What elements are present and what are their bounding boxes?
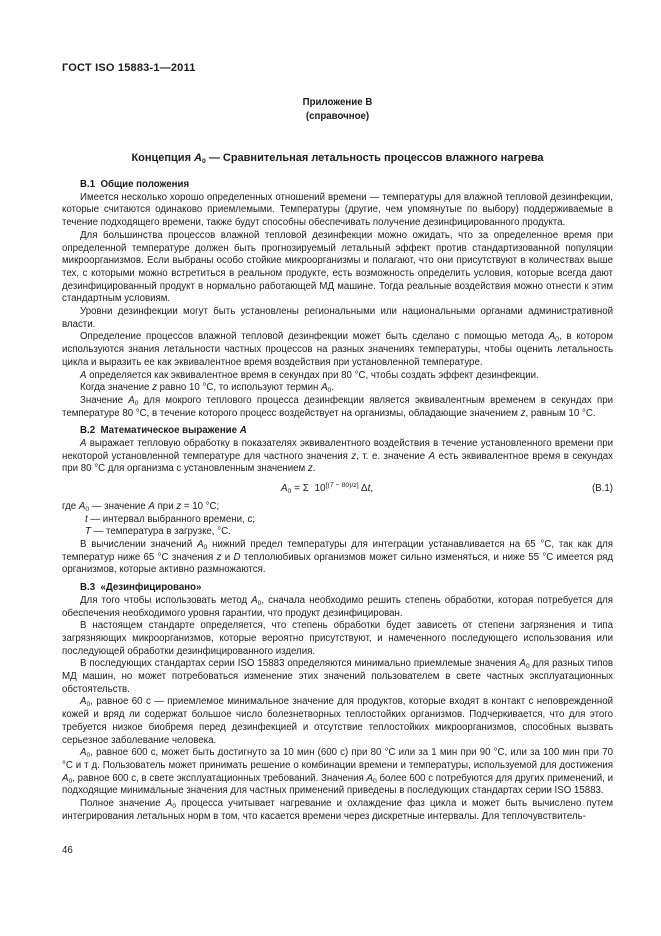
document-header: ГОСТ ISO 15883-1—2011 [62,62,196,74]
paragraph: Для того чтобы использовать метод $A_0$, сначала необходимо решить степень обработки, которая потребуется для обеспечения необходимого уровня гарантии, что продукт дезинфицирован. [62,594,613,619]
formula-row [62,483,613,496]
paragraph: Имеется несколько хорошо определенных отношений времени — температуры для влажной тепловой дезинфекции, которые считаются одинаково приемлемыми. Температуры (другие, чем упомянутые по выбору) поддерживаемые в течение подходящего времени, также будут способны обеспечивать получение дезинфицированного продукта. [62,191,613,229]
paragraph: Определение процессов влажной тепловой дезинфекции может быть сделано с помощью метода $A_0$, в котором используются знания летальности частных процессов на разных значениях температуры, чтобы оценить летальность цикла и выразить ее как эквивалентное время воздействия при установленной температуре. [62,331,613,368]
paragraph: В настоящем стандарте определяется, что степень обработки будет зависеть от степени загрязнения и типа загрязняющих микроорганизмов, которые вероятно присутствуют, и намеченного последующего использования или последующей обработки дезинфицированного изделия. [62,620,613,657]
paragraph: A выражает тепловую обработку в показателях эквивалентного воздействия в течение установленного времени при некоторой установленной температуре для частного значения z, т. е. значение A есть эквивалентное время в секундах при 80 °С для организма с установленным значением z. [62,438,614,475]
paragraph: $A_0$, равное 600 с, может быть достигнуто за 10 мин (600 с) при 80 °С или за 1 мин при 90 °С, или за 100 мин при 70 °С и т д. Пользователь может принимать решение о комбинации времени и температуры, используемой для достижения $A_0$, равное 600 с, в свете эксплуатационных требований. Значения $A_0$ более 600 с потребуются для других применений, и подходящие минимальные значения для частных применений приведены в последующих стандартах серии ISO 15883. [62,747,613,797]
paragraph: В вычислении значений $A_0$ нижний предел температуры для интеграции устанавливается на 65 °С, так как для температур ниже 65 °С значения z и D теплолюбивых организмов может сильно изменяться, и ниже 55 °С имеется ряд организмов, которые активно размножаются. [62,538,614,576]
paragraph: A определяется как эквивалентное время в секундах при 80 °С, чтобы создать эффект дезинфекции. [80,369,539,381]
page-title: Концепция $A_0$ — Сравнительная летальность процессов влажного нагрева [131,152,544,165]
definition-line: t — интервал выбранного времени, с; [85,513,255,525]
definition-line: T — температура в загрузке, °С. [85,526,231,538]
formula-number: (В.1) [592,483,613,495]
paragraph: Для большинства процессов влажной тепловой дезинфекции можно ожидать, что за определенное время при определенной температуре должен быть прогнозируемый летальный эффект против стандартизованной популяции микроорганизмов. Если выбраны особо стойкие микроорганизмы и полагают, что они присутствуют в количествах выше тех, с которыми можно встретиться в реальном продукте, есть возможность определить условия, которые всегда дают дезинфицированный продукт в нормально работающей МД машине. Тогда реальные воздействия можно отнести к этим стандартным условиям. [62,229,613,305]
section-heading: В.3 «Дезинфицировано» [80,582,202,594]
paragraph: Когда значение z равно 10 °С, то используют термин $A_0$. [80,382,335,395]
annex-type: (справочное) [305,110,370,122]
paragraph: $A_0$, равное 60 с — приемлемое минимальное значение для продуктов, которые входят в контакт с неповрежденной кожей и вряд ли содержат большое число болезнетворных теплостойких организмов. Подчеркивается, что для этого требуется низкое биобремя перед дезинфекцией и отсутствие теплостойких микроорганизмов, способных вызвать серьезное заболевание человека. [62,696,613,746]
paragraph: В последующих стандартах серии ISO 15883 определяются минимально приемлемые значения $A_0$ для разных типов МД машин, но может потребоваться изменение этих значений пользователем в свете частных эксплуатационных обстоятельств. [62,658,613,695]
paragraph: Уровни дезинфекции могут быть установлены региональными или национальными органами административной власти. [62,306,613,330]
annex-label: Приложение В [302,97,373,108]
definition-line: где $A_0$ — значение A при z = 10 °С; [62,500,220,513]
section-heading: В.2 Математическое выражение A [80,425,247,437]
paragraph: Значение $A_0$ для мокрого теплового процесса дезинфекции является эквивалентным временем в секундах при температуре 80 °С, в течение которого процесс воздействует на организмы, обладающие значением z, равным 10 °С. [62,394,614,419]
page-number: 46 [62,845,73,856]
formula: $A_0 = \Sigma$ 10[(T − 80)/z] Δt, [280,482,374,496]
section-heading: В.1 Общие положения [80,179,190,190]
paragraph: Полное значение $A_0$ процесса учитывает нагревание и охлаждение фаз цикла и может быть вычислено путем интегрирования летальных норм в том, что касается времени через дискретные интервалы. Для теплочувствитель- [62,798,613,822]
document-body [62,179,613,823]
